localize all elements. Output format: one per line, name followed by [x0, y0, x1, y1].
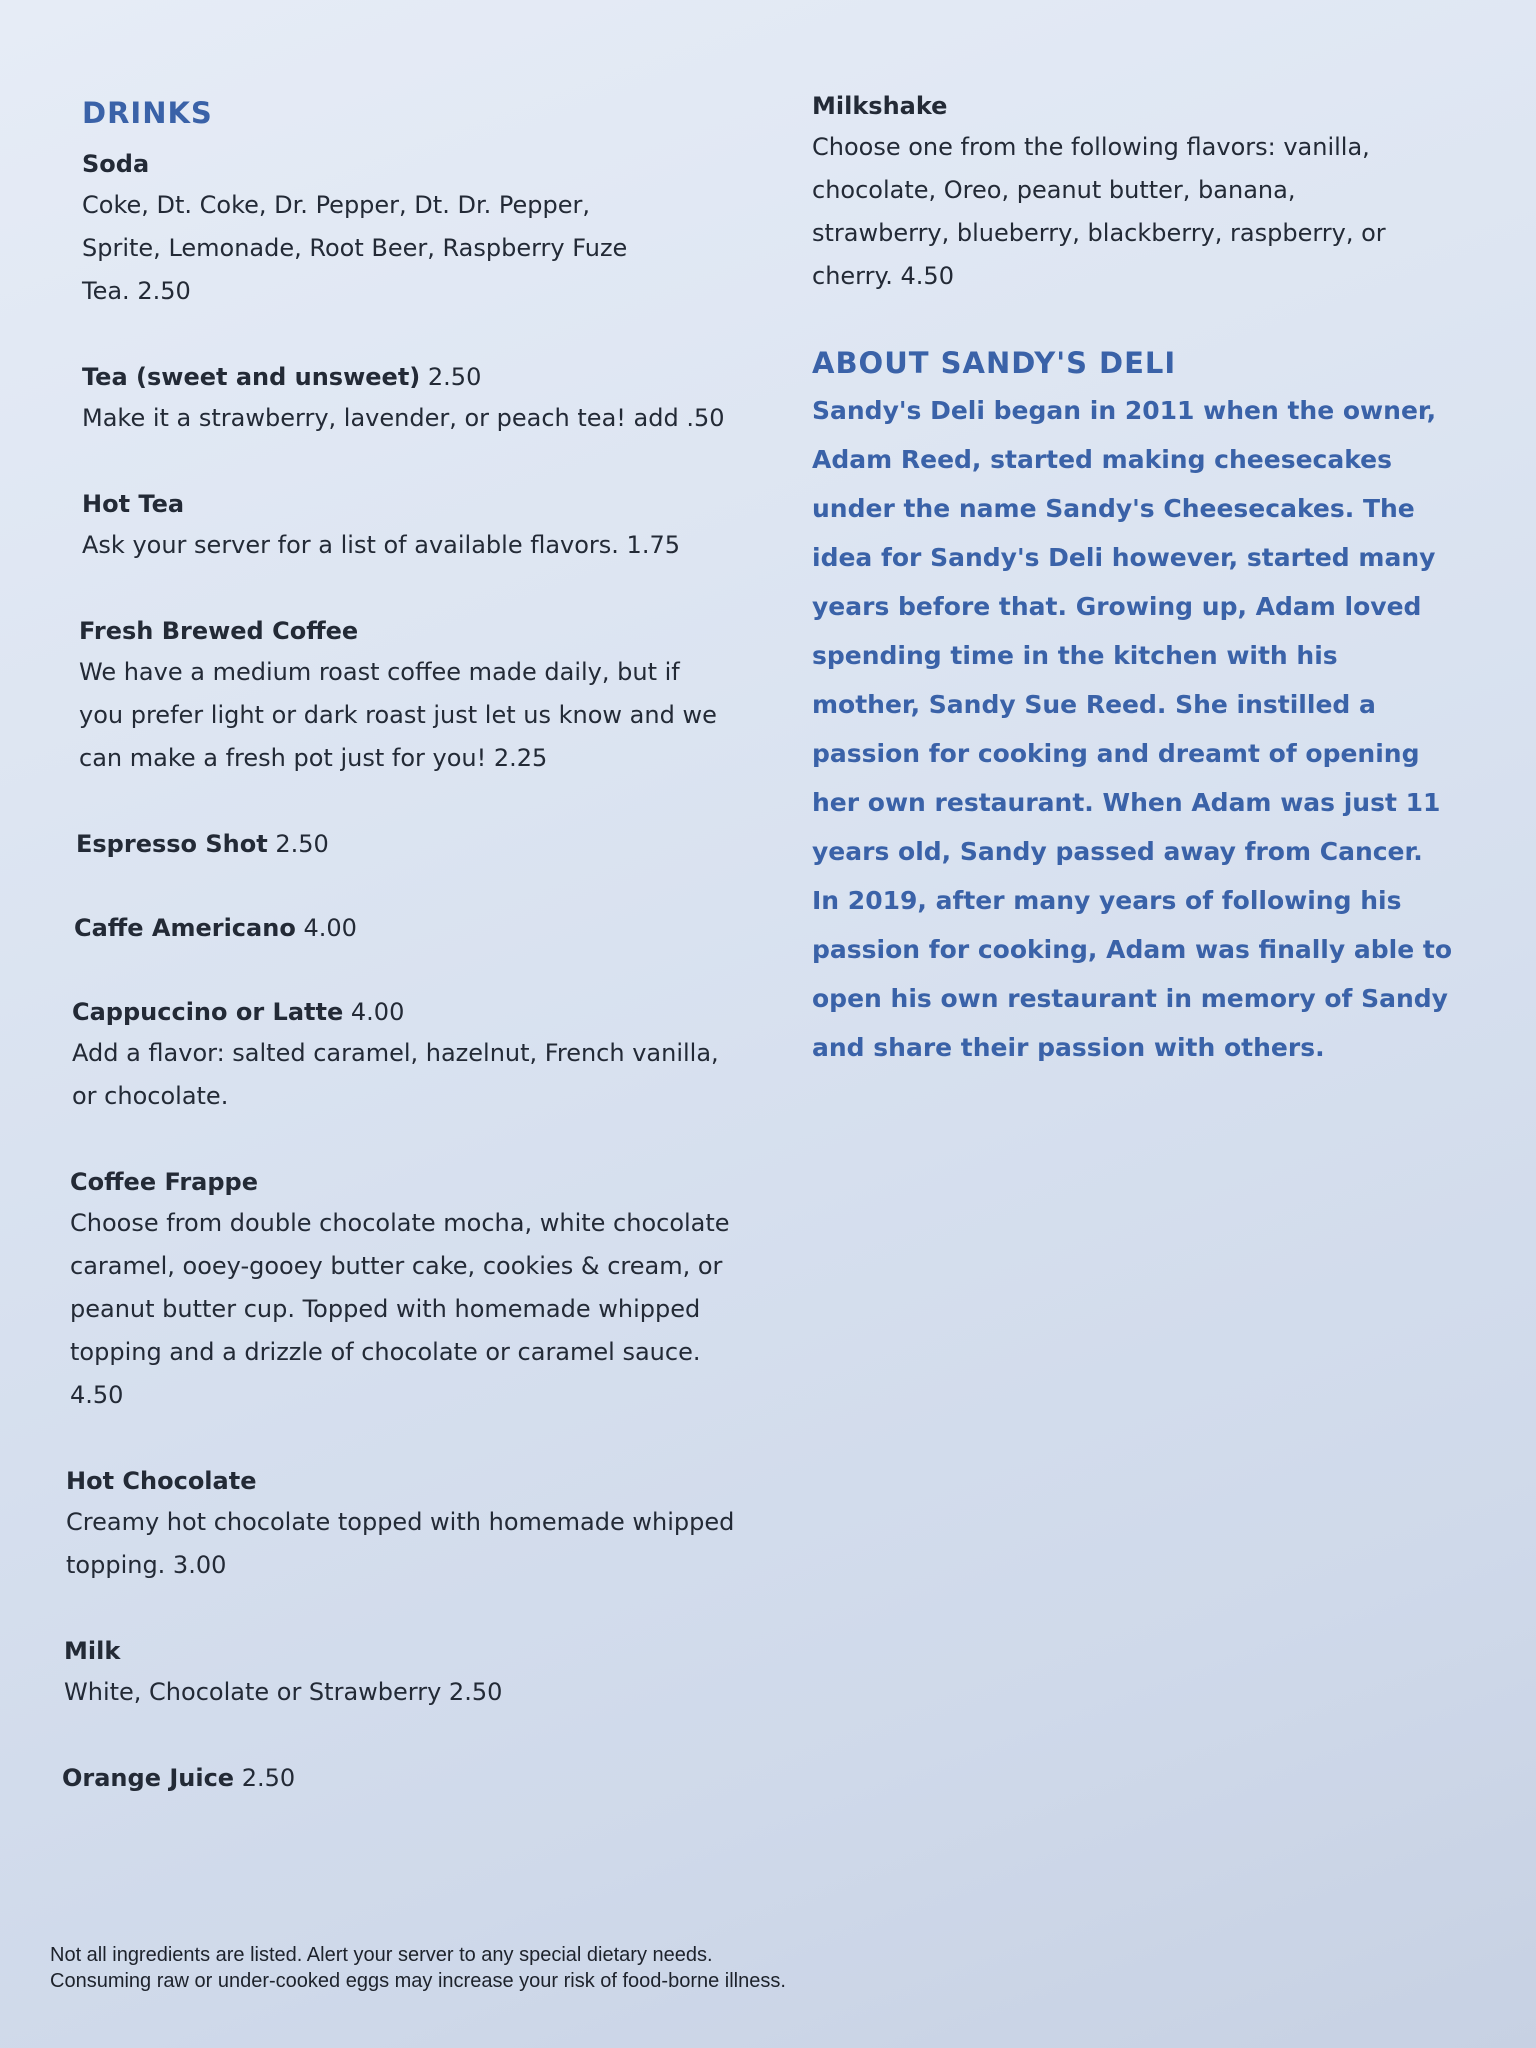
footer-line-2: Consuming raw or under-cooked eggs may increase your risk of food-borne illness. [50, 1970, 786, 1992]
menu-item-orange-juice [62, 1758, 762, 1798]
item-name: Soda [82, 150, 150, 178]
item-description: Choose one from the following flavors: vanilla, chocolate, Oreo, peanut butter, banana, strawberry, blueberry, blackberry, raspberry, or cherry. 4.50 [812, 133, 1386, 290]
menu-item-espresso-shot [76, 824, 762, 864]
item-name: Hot Chocolate [66, 1467, 257, 1495]
menu-item-caffe-americano [74, 908, 762, 948]
footer-line-1: Not all ingredients are listed. Alert your server to any special dietary needs. [50, 1944, 713, 1966]
about-title: ABOUT SANDY'S DELI [812, 346, 1177, 380]
menu-item-milkshake [812, 86, 1472, 298]
item-description: White, Chocolate or Strawberry 2.50 [64, 1678, 503, 1706]
menu-item-tea [82, 357, 762, 440]
footer-disclaimer [50, 1942, 950, 1994]
menu-item-coffee-frappe [70, 1162, 762, 1417]
item-description: Ask your server for a list of available flavors. 1.75 [82, 531, 680, 559]
menu-item-cappuccino-or-latte [72, 992, 762, 1118]
item-description: Choose from double chocolate mocha, white chocolate caramel, ooey-gooey butter cake, cookies & cream, or peanut butter cup. Topped with homemade whipped topping and a drizzle of chocolate or caramel sauce. 4.50 [70, 1209, 730, 1409]
about-section [812, 346, 1472, 1072]
menu-item-fresh-brewed-coffee [79, 611, 762, 780]
item-description: Creamy hot chocolate topped with homemade whipped topping. 3.00 [66, 1508, 735, 1579]
drinks-title: DRINKS [82, 96, 213, 130]
menu-item-soda [82, 144, 762, 313]
item-name: Espresso Shot [76, 830, 268, 858]
menu-item-milk [64, 1631, 762, 1714]
item-price: 2.50 [420, 363, 482, 391]
menu-item-hot-tea [82, 484, 762, 567]
item-name: Cappuccino or Latte [72, 998, 344, 1026]
item-price: 4.00 [295, 914, 357, 942]
item-name: Tea (sweet and unsweet) [82, 363, 421, 391]
item-name: Caffe Americano [74, 914, 296, 942]
item-name: Orange Juice [62, 1764, 235, 1792]
item-name: Hot Tea [82, 490, 185, 518]
item-description: Make it a strawberry, lavender, or peach tea! add .50 [82, 404, 725, 432]
item-description: Coke, Dt. Coke, Dr. Pepper, Dt. Dr. Pepper, Sprite, Lemonade, Root Beer, Raspberry Fuze Tea. 2.50 [82, 191, 628, 305]
item-price: 2.50 [234, 1764, 296, 1792]
item-name: Fresh Brewed Coffee [79, 617, 359, 645]
item-price: 4.00 [343, 998, 405, 1026]
item-description: Add a flavor: salted caramel, hazelnut, French vanilla, or chocolate. [72, 1039, 719, 1110]
item-description: We have a medium roast coffee made daily, but if you prefer light or dark roast just let us know and we can make a fresh pot just for you! 2.25 [79, 658, 717, 772]
item-name: Coffee Frappe [70, 1168, 258, 1196]
about-text: Sandy's Deli began in 2011 when the owner, Adam Reed, started making cheesecakes under the name Sandy's Cheesecakes. The idea for Sandy's Deli however, started many years before that. Growing up, Adam loved spending time in the kitchen with his mother, Sandy Sue Reed. She instilled a passion for cooking and dreamt of opening her own restaurant. When Adam was just 11 years old, Sandy passed away from Cancer. In 2019, after many years of following his passion for cooking, Adam was finally able to open his own restaurant in memory of Sandy and share their passion with others. [812, 396, 1452, 1062]
item-name: Milkshake [812, 92, 948, 120]
item-price: 2.50 [267, 830, 329, 858]
drinks-column [62, 96, 762, 1842]
menu-item-hot-chocolate [66, 1461, 762, 1587]
right-column [812, 86, 1472, 1072]
item-name: Milk [64, 1637, 121, 1665]
